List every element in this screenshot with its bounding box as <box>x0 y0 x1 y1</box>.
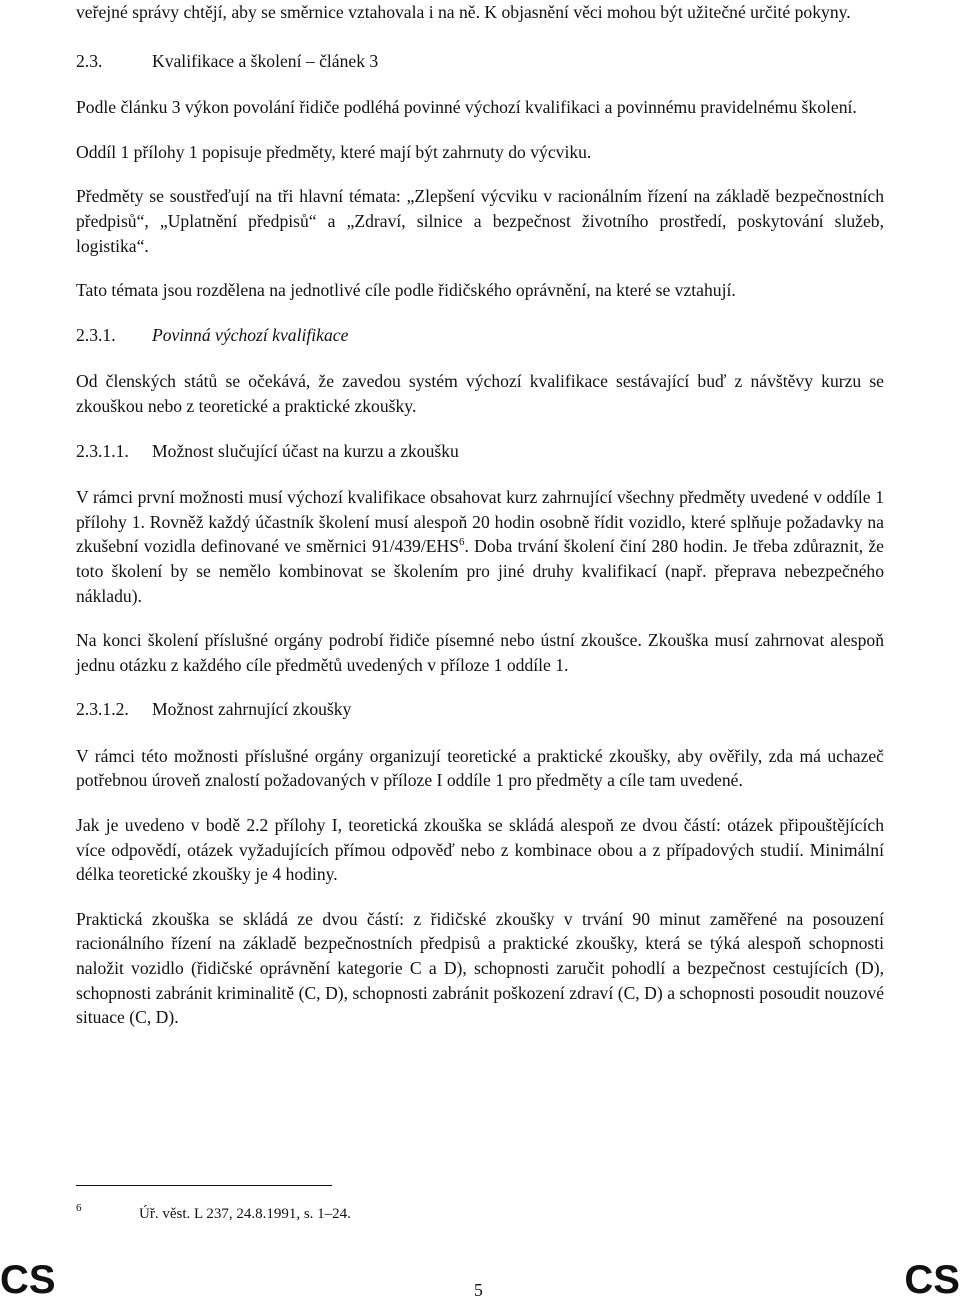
paragraph: Předměty se soustřeďují na tři hlavní témata: „Zlepšení výcviku v racionálním řízení na základě bezpečnostních předpisů“, „Uplatnění předpisů“ a „Zdraví, silnice a bezpečnost životního prostředí, poskytování služeb, logistika“. <box>76 186 884 256</box>
paragraph-text: . Doba trvání školení činí 280 hodin. Je třeba zdůraznit, že toto školení by se nemělo kombinovat se školením pro jiné druhy kvalifikací (např. přeprava nebezpečného nákladu). <box>76 536 884 606</box>
language-code-left: CS <box>0 1258 56 1302</box>
page-number: 5 <box>474 1280 483 1300</box>
language-code-right: CS <box>904 1258 960 1302</box>
section-heading-2-3-1-2 <box>76 697 884 722</box>
section-title: Možnost slučující účast na kurzu a zkoušku <box>152 440 459 461</box>
section-number: 2.3. <box>76 50 103 71</box>
footnote-text: Úř. věst. L 237, 24.8.1991, s. 1–24. <box>139 1206 351 1222</box>
section-title: Povinná výchozí kvalifikace <box>152 324 349 345</box>
section-number: 2.3.1. <box>76 324 116 345</box>
section-number: 2.3.1.1. <box>76 440 129 461</box>
footnote <box>76 1202 351 1223</box>
paragraph: Jak je uvedeno v bodě 2.2 přílohy I, teoretická zkouška se skládá alespoň ze dvou částí: otázek připouštějících více odpovědí, otázek vyžadujících přímou odpověď nebo z kombinace obou a z případových studií. Minimální délka teoretické zkoušky je 4 hodiny. <box>76 815 884 885</box>
paragraph-text: V rámci první možnosti musí výchozí kvalifikace obsahovat kurz zahrnující všechny předměty uvedené v oddíle 1 přílohy 1. Rovněž každý účastník školení musí alespoň 20 hodin osobně řídit vozidlo, které splňuje požadavky na zkušební vozidla definované ve směrnici 91/439/EHS <box>76 487 884 557</box>
footnote-separator <box>76 1185 332 1186</box>
paragraph: Od členských států se očekává, že zavedou systém výchozí kvalifikace sestávající buď z návštěvy kurzu se zkouškou nebo z teoretické a praktické zkoušky. <box>76 371 884 416</box>
paragraph: Oddíl 1 přílohy 1 popisuje předměty, které mají být zahrnuty do výcviku. <box>76 141 592 162</box>
section-heading-2-3-1 <box>76 323 884 348</box>
paragraph: Tato témata jsou rozdělena na jednotlivé cíle podle řidičského oprávnění, na které se vztahují. <box>76 280 736 301</box>
paragraph: Podle článku 3 výkon povolání řidiče podléhá povinné výchozí kvalifikaci a povinnému pravidelnému školení. <box>76 97 857 118</box>
page-body <box>76 0 884 1030</box>
paragraph: V rámci této možnosti příslušné orgány organizují teoretické a praktické zkoušky, aby ověřily, zda má uchazeč potřebnou úroveň znalostí požadovaných v příloze I oddíle 1 pro předměty a cíle tam uvedené. <box>76 745 884 791</box>
section-heading-2-3 <box>76 49 884 74</box>
section-heading-2-3-1-1 <box>76 439 884 464</box>
paragraph: Na konci školení příslušné orgány podrobí řidiče písemné nebo ústní zkoušce. Zkouška musí zahrnovat alespoň jednu otázku z každého cíle předmětů uvedených v příloze 1 oddíle 1. <box>76 630 884 675</box>
paragraph: veřejné správy chtějí, aby se směrnice vztahovala i na ně. K objasnění věci mohou být užitečné určité pokyny. <box>76 2 851 22</box>
section-number: 2.3.1.2. <box>76 699 129 720</box>
paragraph: Praktická zkouška se skládá ze dvou částí: z řidičské zkoušky v trvání 90 minut zaměřené na posouzení racionálního řízení na základě bezpečnostních předpisů a praktické zkoušky, která se týká alespoň schopnosti naložit vozidlo (řidičské oprávnění kategorie C a D), schopnosti zaručit pohodlí a bezpečnost cestujících (D), schopnosti zabránit kriminalitě (C, D), schopnosti zabránit poškození zdraví (C, D) a schopnosti posoudit nouzové situace (C, D). <box>76 908 884 1028</box>
footnote-number: 6 <box>76 1202 82 1214</box>
section-title: Možnost zahrnující zkoušky <box>152 699 352 720</box>
paragraph <box>76 485 884 608</box>
section-title: Kvalifikace a školení – článek 3 <box>152 50 379 71</box>
footnote-reference: 6 <box>458 536 465 549</box>
